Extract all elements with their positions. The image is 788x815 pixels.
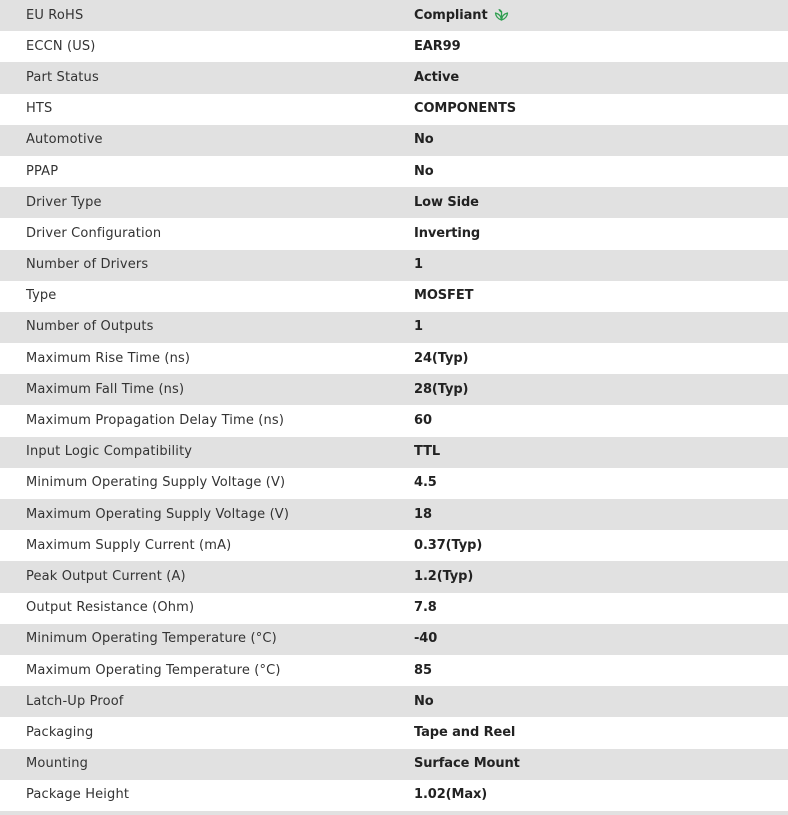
spec-value: No xyxy=(414,693,434,709)
spec-row-max-operating-temperature xyxy=(0,655,788,686)
spec-row-min-supply-voltage xyxy=(0,468,788,499)
spec-row-driver-type xyxy=(0,187,788,218)
spec-label: EU RoHS xyxy=(26,7,84,23)
spec-row-latch-up-proof xyxy=(0,686,788,717)
spec-value: -40 xyxy=(414,631,438,647)
spec-value: Surface Mount xyxy=(414,756,520,772)
spec-value: Active xyxy=(414,69,460,85)
spec-value: TTL xyxy=(414,444,441,460)
spec-value: Low Side xyxy=(414,194,479,210)
spec-row-eccn xyxy=(0,31,788,62)
spec-label: Mounting xyxy=(26,756,89,772)
spec-label: Driver Configuration xyxy=(26,225,162,241)
spec-row-hts xyxy=(0,94,788,125)
spec-row-output-resistance xyxy=(0,593,788,624)
spec-value: Compliant xyxy=(414,7,488,23)
spec-label: HTS xyxy=(26,101,53,117)
spec-label: Number of Drivers xyxy=(26,257,149,273)
spec-label: Minimum Operating Temperature (°C) xyxy=(26,631,277,647)
spec-value: 1 xyxy=(414,319,423,335)
spec-row-number-of-drivers xyxy=(0,250,788,281)
spec-label: Part Status xyxy=(26,69,99,85)
spec-row-peak-output-current xyxy=(0,561,788,592)
spec-label: Maximum Supply Current (mA) xyxy=(26,537,232,553)
spec-label: Maximum Operating Temperature (°C) xyxy=(26,662,281,678)
spec-row-packaging xyxy=(0,717,788,748)
spec-row-eu-rohs xyxy=(0,0,788,31)
spec-row-package-height xyxy=(0,780,788,811)
spec-label: Maximum Operating Supply Voltage (V) xyxy=(26,506,290,522)
spec-label: Maximum Fall Time (ns) xyxy=(26,381,185,397)
spec-row-ppap xyxy=(0,156,788,187)
spec-row-max-rise-time xyxy=(0,343,788,374)
spec-row-max-fall-time xyxy=(0,374,788,405)
spec-row-part-status xyxy=(0,62,788,93)
spec-label: Automotive xyxy=(26,132,103,148)
spec-row-driver-configuration xyxy=(0,218,788,249)
spec-label: Number of Outputs xyxy=(26,319,154,335)
spec-row-input-logic-compatibility xyxy=(0,437,788,468)
spec-row-max-propagation-delay xyxy=(0,405,788,436)
spec-label: Type xyxy=(26,288,57,304)
spec-value: 4.5 xyxy=(414,475,437,491)
spec-value: 28(Typ) xyxy=(414,381,469,397)
spec-label: Minimum Operating Supply Voltage (V) xyxy=(26,475,286,491)
spec-label: ECCN (US) xyxy=(26,38,96,54)
spec-label: Input Logic Compatibility xyxy=(26,444,193,460)
spec-value: Inverting xyxy=(414,225,481,241)
spec-value: No xyxy=(414,132,434,148)
leaf-icon xyxy=(494,9,509,21)
spec-label: Maximum Propagation Delay Time (ns) xyxy=(26,413,285,429)
spec-value: No xyxy=(414,163,434,179)
spec-value: 1.02(Max) xyxy=(414,787,488,803)
spec-value: 85 xyxy=(414,662,432,678)
spec-row-max-supply-voltage xyxy=(0,499,788,530)
spec-value: 18 xyxy=(414,506,432,522)
spec-label: Peak Output Current (A) xyxy=(26,568,186,584)
spec-value: EAR99 xyxy=(414,38,461,54)
spec-label: Latch-Up Proof xyxy=(26,693,124,709)
spec-label: Maximum Rise Time (ns) xyxy=(26,350,191,366)
spec-value-cell xyxy=(414,0,788,31)
spec-value: COMPONENTS xyxy=(414,101,516,117)
spec-label: Driver Type xyxy=(26,194,102,210)
spec-label: Package Height xyxy=(26,787,130,803)
spec-label: PPAP xyxy=(26,163,59,179)
spec-label: Packaging xyxy=(26,724,94,740)
spec-value: 1 xyxy=(414,257,423,273)
spec-value: Tape and Reel xyxy=(414,724,516,740)
spec-value: 1.2(Typ) xyxy=(414,568,474,584)
spec-label: Output Resistance (Ohm) xyxy=(26,600,195,616)
spec-value: 0.37(Typ) xyxy=(414,537,483,553)
spec-row-max-supply-current xyxy=(0,530,788,561)
spec-value: MOSFET xyxy=(414,288,474,304)
spec-value: 7.8 xyxy=(414,600,437,616)
spec-row-number-of-outputs xyxy=(0,312,788,343)
spec-value: 24(Typ) xyxy=(414,350,469,366)
spec-row-min-operating-temperature xyxy=(0,624,788,655)
spec-row-automotive xyxy=(0,125,788,156)
spec-row-type xyxy=(0,281,788,312)
spec-value: 60 xyxy=(414,413,432,429)
spec-row-mounting xyxy=(0,749,788,780)
